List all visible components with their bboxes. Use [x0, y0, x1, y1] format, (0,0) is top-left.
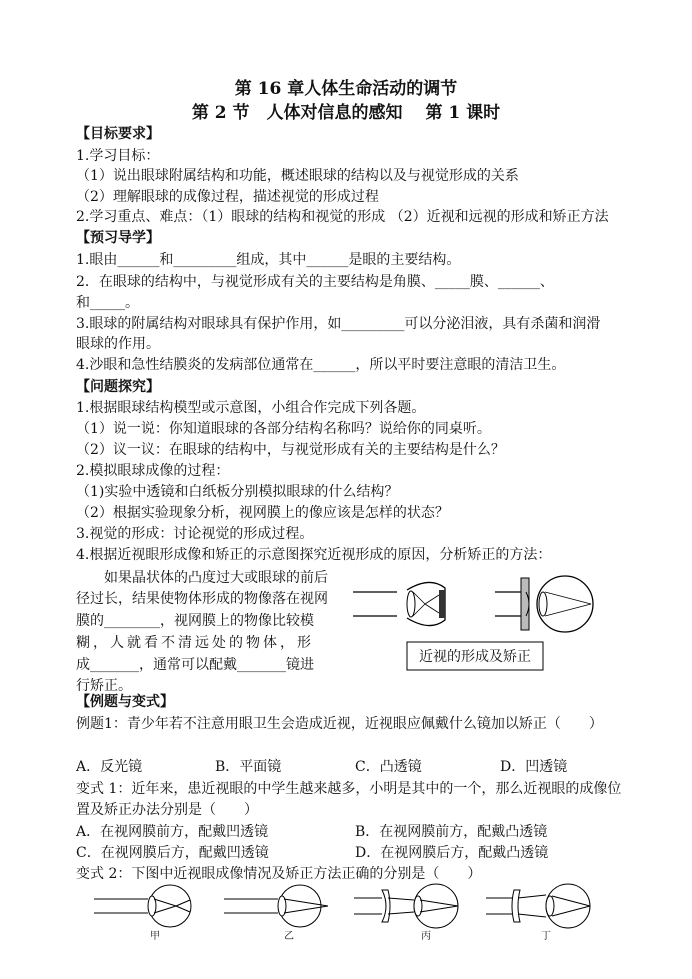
option-c: C．在视网膜后方，配戴凹透镜 — [76, 845, 269, 861]
goals-line: （2）理解眼球的成像过程，描述视觉的形成过程 — [76, 189, 379, 205]
section-title: 第 2 节 人体对信息的感知 第 1 课时 — [191, 103, 501, 123]
myopia-paragraph: 糊，人就看不清远处的物体，形 — [76, 635, 314, 651]
eye-diagram-ding — [484, 880, 614, 932]
explore-heading: 【问题探究】 — [76, 379, 160, 395]
label-yi: 乙 — [284, 931, 294, 942]
preview-q2: 2．在眼球的结构中，与视觉形成有关的主要结构是角膜、_____膜、______、 — [76, 274, 554, 290]
option-b: B．在视网膜前方，配戴凸透镜 — [355, 824, 548, 840]
examples-heading: 【例题与变式】 — [76, 694, 174, 710]
myopia-paragraph: 行矫正。 — [76, 678, 132, 694]
explore-line: 2.模拟眼球成像的过程： — [76, 463, 230, 479]
myopia-paragraph: 膜的________，视网膜上的物像比较模 — [76, 613, 314, 629]
option-a: A．反光镜 — [76, 759, 143, 775]
preview-q4: 4.沙眼和急性结膜炎的发病部位通常在______，所以平时要注意眼的清洁卫生。 — [76, 357, 566, 373]
option-d: D．在视网膜后方，配戴凸透镜 — [355, 845, 549, 861]
example-1: 例题1：青少年若不注意用眼卫生会造成近视，近视眼应佩戴什么镜加以矫正（ ） — [76, 716, 603, 732]
goals-line: （1）说出眼球附属结构和功能，概述眼球的结构以及与视觉形成的关系 — [76, 168, 519, 184]
option-b: B．平面镜 — [215, 759, 282, 775]
preview-heading: 【预习导学】 — [76, 230, 160, 246]
explore-line: 4.根据近视眼形成像和矫正的示意图探究近视形成的原因，分析矫正的方法： — [76, 547, 552, 563]
explore-line: 1.根据眼球结构模型或示意图，小组合作完成下列各题。 — [76, 400, 426, 416]
preview-q1: 1.眼由______和_________组成，其中______是眼的主要结构。 — [76, 252, 461, 268]
eye-diagram-bing — [352, 880, 482, 932]
myopia-paragraph: 成_______，通常可以配戴_______镜进 — [76, 657, 314, 673]
label-ding: 丁 — [541, 931, 551, 942]
chapter-title: 第 16 章人体生命活动的调节 — [234, 79, 458, 99]
variant-1: 变式 1：近年来，患近视眼的中学生越来越多，小明是其中的一个，那么近视眼的成像位 — [76, 781, 622, 797]
preview-q3: 3.眼球的附属结构对眼球具有保护作用，如_________可以分泌泪液，具有杀菌和润滑 — [76, 316, 601, 332]
eye-diagram-yi — [222, 883, 342, 931]
variant-2: 变式 2：下图中近视眼成像情况及矫正方法正确的分别是（ ） — [76, 866, 482, 882]
preview-q3-cont: 眼球的作用。 — [76, 336, 160, 352]
label-bing: 丙 — [421, 931, 431, 942]
option-c: C．凸透镜 — [355, 759, 422, 775]
variant-1-cont: 置及矫正办法分别是（ ） — [76, 802, 258, 818]
explore-line: （1）说一说：你知道眼球的各部分结构名称吗？说给你的同桌听。 — [76, 421, 491, 437]
option-a: A．在视网膜前方，配戴凹透镜 — [76, 824, 269, 840]
goals-line: 2.学习重点、难点：（1）眼球的结构和视觉的形成 （2）近视和远视的形成和矫正方法 — [76, 209, 609, 225]
explore-line: （2）根据实验现象分析，视网膜上的像应该是怎样的状态？ — [76, 505, 449, 521]
myopia-paragraph: 径过长，结果使物体形成的物像落在视网 — [76, 591, 328, 607]
explore-line: （2）议一议：在眼球的结构中，与视觉形成有关的主要结构是什么？ — [76, 442, 505, 458]
myopia-paragraph: 如果晶状体的凸度过大或眼球的前后 — [76, 570, 328, 586]
eye-diagram-jia — [92, 883, 212, 931]
explore-line: （1)实验中透镜和白纸板分别模拟眼球的什么结构？ — [76, 484, 399, 500]
label-jia: 甲 — [150, 931, 160, 942]
preview-q2-cont: 和_____。 — [76, 295, 139, 311]
goals-heading: 【目标要求】 — [76, 126, 160, 142]
option-d: D．凹透镜 — [500, 759, 568, 775]
explore-line: 3.视觉的形成：讨论视觉的形成过程。 — [76, 526, 314, 542]
figure-caption: 近视的形成及矫正 — [419, 649, 531, 665]
goals-line: 1.学习目标： — [76, 148, 160, 164]
